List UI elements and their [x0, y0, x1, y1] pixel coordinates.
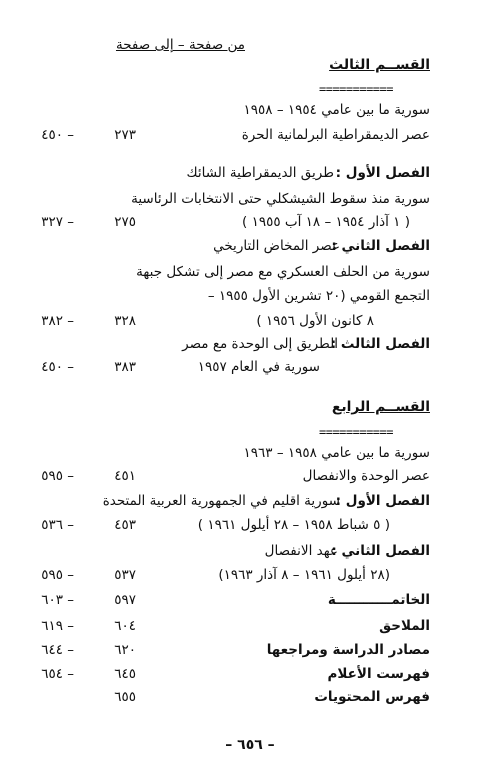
page-to: – ٦٠٣ [41, 592, 74, 608]
page-to: – ٦١٩ [41, 618, 74, 634]
chapter-label: الفصل الثالث : [330, 336, 430, 352]
toc-entry-text: سورية من الحلف العسكري مع مصر إلى تشكل جبهة [136, 264, 430, 280]
chapter-label: الفصل الثاني : [331, 543, 430, 559]
chapter-label: الفصل الثاني : [331, 238, 430, 254]
toc-entry-text: مصادر الدراسة ومراجعها [266, 642, 430, 658]
section-title: القســم الرابع [331, 399, 430, 415]
page-from: ٣٨٣ [114, 359, 136, 375]
toc-entry-text: ( ١ آذار ١٩٥٤ – ١٨ آب ١٩٥٥ ) [242, 214, 410, 230]
page-from: ٦٥٥ [114, 689, 136, 705]
section-title: القســم الثالث [329, 57, 430, 73]
page-to: – ٦٥٤ [41, 666, 74, 682]
chapter-title: عهد الانفصال [264, 543, 338, 559]
page-to: – ٣٢٧ [41, 214, 74, 230]
page-from: ٢٧٥ [114, 214, 136, 230]
toc-entry-text: ٨ كانون الأول ١٩٥٦ ) [256, 313, 374, 329]
toc-entry-text: (٢٨ أيلول ١٩٦١ – ٨ آذار ١٩٦٣) [218, 567, 390, 583]
chapter-label: الفصل الأول : [335, 493, 430, 509]
page-to: – ٥٩٥ [41, 468, 74, 484]
toc-entry-text: فهرس المحتويات [314, 689, 430, 705]
page-from: ٦٠٤ [114, 618, 136, 634]
toc-entry-text: التجمع القومي (٢٠ تشرين الأول ١٩٥٥ – [207, 288, 430, 304]
page-from: ٣٢٨ [114, 313, 136, 329]
page-to: – ٥٩٥ [41, 567, 74, 583]
section-divider: =========== [319, 82, 393, 96]
page-from: ٤٥٣ [114, 517, 136, 533]
page-from: ٦٢٠ [114, 642, 136, 658]
chapter-title: عصر المخاض التاريخي [213, 238, 340, 254]
toc-entry-text: عصر الديمقراطية البرلمانية الحرة [241, 127, 430, 143]
page-to: – ٤٥٠ [41, 359, 74, 375]
page-from: ٢٧٣ [114, 127, 136, 143]
toc-entry-text: سورية في العام ١٩٥٧ [197, 359, 320, 375]
toc-entry-text: سورية منذ سقوط الشيشكلي حتى الانتخابات الرئاسية [131, 191, 430, 207]
toc-entry-text: فهرست الأعلام [327, 666, 430, 682]
page-from: ٥٣٧ [114, 567, 136, 583]
page-from: ٤٥١ [114, 468, 136, 484]
section-divider: =========== [319, 425, 393, 439]
page-number: – ٦٥٦ – [225, 737, 275, 753]
page-from: ٥٩٧ [114, 592, 136, 608]
page-to: – ٦٤٤ [41, 642, 74, 658]
toc-entry-text: عصر الوحدة والانفصال [302, 468, 430, 484]
toc-entry-text: الخاتمــــــــــــة [327, 592, 430, 608]
page-to: – ٥٣٦ [41, 517, 74, 533]
page-from: ٦٤٥ [114, 666, 136, 682]
chapter-title: طريق الديمقراطية الشائك [186, 165, 334, 181]
toc-entry-text: ( ٥ شباط ١٩٥٨ – ٢٨ أيلول ١٩٦١ ) [197, 517, 390, 533]
section-subtitle: سورية ما بين عامي ١٩٥٤ – ١٩٥٨ [243, 102, 430, 118]
chapter-label: الفصل الأول : [335, 165, 430, 181]
toc-entry-text: الملاحق [379, 618, 430, 634]
chapter-title: سورية اقليم في الجمهورية العربية المتحدة [102, 493, 340, 509]
page-to: – ٤٥٠ [41, 127, 74, 143]
section-subtitle: سورية ما بين عامي ١٩٥٨ – ١٩٦٣ [243, 445, 430, 461]
page-to: – ٣٨٢ [41, 313, 74, 329]
chapter-title: الطريق إلى الوحدة مع مصر [182, 336, 338, 352]
page-range-header: من صفحة – إلى صفحة [115, 37, 245, 53]
